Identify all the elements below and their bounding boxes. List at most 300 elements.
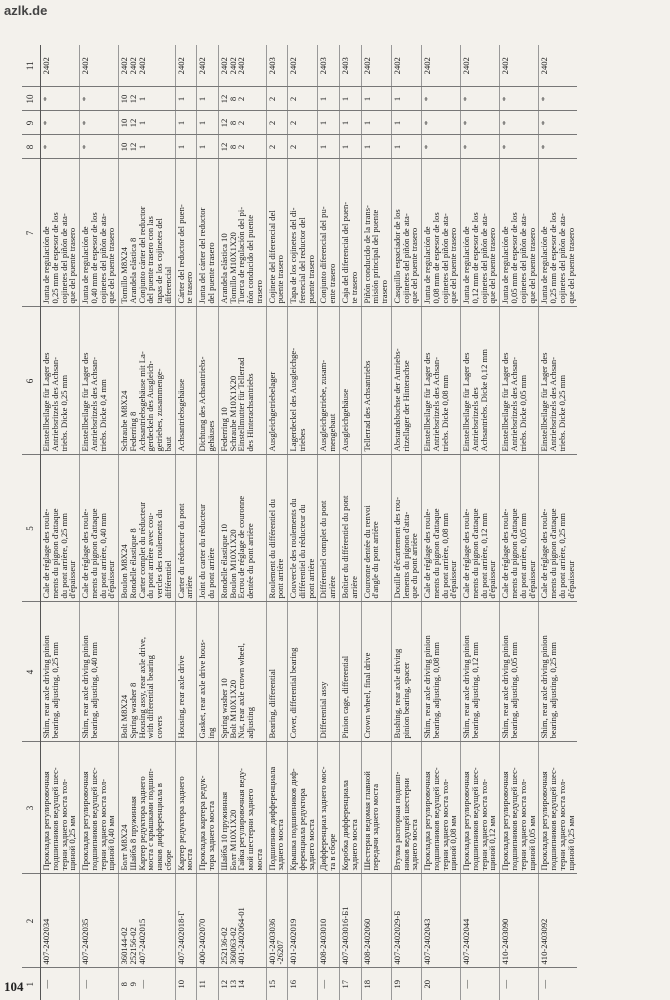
cell-text-line: заднего моста [409,819,420,871]
cell-text-line: Прокладка регулировочная [500,771,511,871]
cell-text-line: Federring 10 [218,407,229,452]
cell-text-line: 12 [218,979,229,989]
cell-text-line: que del puente trasero [487,227,498,304]
spanish-name-cell [361,159,391,307]
cell-text-line: 407-2402043 [422,918,433,965]
cell-text-line: щиной 0,08 мм [448,815,459,871]
cell-text-line: 12 [127,142,138,152]
german-name-cell [318,307,340,455]
russian-name-cell [266,742,288,874]
cell-text-line: 2402 [461,57,472,75]
group-code-cell [175,45,197,87]
col-head-10: 10 [22,87,41,111]
cell-text-line: 2402 [41,57,51,75]
cell-text-line: подшипников ведущей шес- [508,767,519,871]
table-row [500,45,539,1000]
cell-text-line: Conjunto diferencial del pu- [318,206,329,304]
cell-text-line: 14 [236,979,247,989]
cell-text-line: Piñón conducido de la trans- [361,205,372,304]
cell-text-line: терни заднего моста тол- [97,778,108,871]
cell-text-line: передачи заднего моста [370,783,381,871]
col-head-1: 1 [22,968,41,1000]
cell-text-line: triebs. Dicke 0,25 mm [58,374,69,452]
cell-text-line: — [80,979,91,989]
cell-text-line: щиной 0,25 мм [565,815,576,871]
qty-col-10-cell [80,87,119,111]
cell-text-line: Junta de regulación de [539,226,550,304]
cell-text-line: Junta del cárter del reductor [197,207,208,304]
cell-text-line: d'angle du pont arrière [370,521,381,599]
cell-text-line: 407-2402034 [41,918,51,965]
cell-text-line: cojinetes del piñón de ata- [58,213,69,304]
cell-text-line: cojinetes del piñón de ata- [517,213,528,304]
cell-text-line: 407-2402018-Г [175,910,186,965]
cell-text-line: ritzellager der Hinterachse [400,360,411,452]
cell-text-line: Tapa de los cojinetes del di- [288,207,299,304]
column-number-header [22,45,41,1000]
cell-text-line: 407-2403016-Б1 [339,906,350,965]
cell-text-line: 17 [339,979,350,989]
cell-text-line: Прокладка регулировочная [539,771,550,871]
cell-text-line: Junta de regulación de [41,226,51,304]
cell-text-line: 401-2402064-01 [236,907,247,965]
russian-name-cell [218,742,266,874]
spanish-name-cell [266,159,288,307]
cell-text-line: * [539,96,550,102]
cell-text-line: Bearing, differential [266,668,277,739]
cell-text-line: Junta de regulación de [500,226,511,304]
cell-text-line: 2402 [236,57,247,75]
position-cell [318,968,340,1000]
cell-text-line: que del puente trasero [409,227,420,304]
group-code-cell [80,45,119,87]
part-number-cell [197,874,219,968]
cell-text-line: 19 [391,979,402,989]
cell-text-line: 2 [266,120,277,126]
cell-text-line: 16 [288,979,299,989]
cell-text-line: терни заднего моста тол- [58,778,69,871]
cell-text-line: 2402 [288,57,299,75]
cell-text-line: 1 [318,144,329,150]
cell-text-line: 13 [227,979,238,989]
cell-text-line: d'épaisseur [487,560,498,599]
qty-col-10-cell [41,87,80,111]
group-code-cell [119,45,176,87]
cell-text-line: Шайба 8 пружинная [127,796,138,871]
cell-text-line: Ecrou de réglage de couronne [236,495,247,599]
cell-text-line: -26207 [275,940,286,965]
cell-text-line: Shim, rear axle driving pinion [80,635,91,739]
qty-col-10-cell [119,87,176,111]
cell-text-line: * [461,120,472,126]
english-name-cell [391,602,421,742]
russian-name-cell [175,742,197,874]
cell-text-line: Abstandsbuchse der Antriebs- [391,348,402,452]
cell-text-line: терни заднего моста тол- [556,778,567,871]
cell-text-line: Shim, rear axle driving pinion [422,635,433,739]
col-head-9: 9 [22,111,41,135]
cell-text-line: Bushing, rear axle driving [391,648,402,739]
cell-text-line: ников ведущей шестерни [400,777,411,871]
cell-text-line: du pont arrière, 0,08 mm [439,513,450,599]
cell-text-line: 0,25 mm de espesor de los [49,212,60,304]
qty-col-8-cell [119,135,176,159]
cell-text-line: ente trasero [327,263,338,304]
part-number-cell [119,874,176,968]
cell-text-line: 2 [236,144,247,150]
cell-text-line: 2402 [80,57,91,75]
cell-text-line: Болт M10X1X20 [227,809,238,871]
cell-text-line: Boulon M8X24 [119,544,130,599]
german-name-cell [391,307,421,455]
qty-col-10-cell [266,87,288,111]
qty-col-9-cell [391,111,421,135]
group-code-cell [197,45,219,87]
cell-text-line: te trasero [184,271,195,304]
qty-col-8-cell [266,135,288,159]
cell-text-line: Dichtung des Achsantriebs- [197,356,208,452]
cell-text-line: * [500,144,511,150]
french-name-cell [318,455,340,602]
cell-text-line: arrière [184,576,195,599]
cell-text-line: сборе [162,849,173,871]
part-number-cell [41,874,80,968]
position-cell [175,968,197,1000]
qty-col-9-cell [266,111,288,135]
cell-text-line: Картер редуктора заднего [175,776,186,871]
cell-text-line: 252136-02 [218,927,229,965]
part-number-cell [80,874,119,968]
cell-text-line: 401-2403036 [266,918,277,965]
qty-col-9-cell [119,111,176,135]
col-head-11: 11 [22,45,41,87]
german-name-cell [539,307,578,455]
cell-text-line: 2402 [391,57,402,75]
cell-text-line: Achsantriebsgehäuse [175,378,186,452]
cell-text-line: 10 [119,142,130,152]
cell-text-line: Joint du carter du réducteur [197,504,208,599]
qty-col-8-cell [80,135,119,159]
cell-text-line: Втулка распорная подшип- [391,771,402,871]
qty-col-9-cell [461,111,500,135]
position-cell [422,968,461,1000]
cell-text-line: та в сборе [327,833,338,871]
cell-text-line: Shim, rear axle driving pinion [461,635,472,739]
qty-col-10-cell [197,87,219,111]
cell-text-line: 2402 [227,57,238,75]
cell-text-line: ments du pignon d'attaque [508,508,519,599]
cell-text-line: * [80,144,91,150]
cell-text-line: puente trasero [275,255,286,304]
part-number-cell [461,874,500,968]
cell-text-line: * [461,96,472,102]
position-cell [361,968,391,1000]
cell-text-line: моста с крышками подшип- [145,768,156,871]
cell-text-line: 408-2403010 [318,918,329,965]
cell-text-line: 408-2402060 [361,918,372,965]
cell-text-line: Cale de réglage des roule- [80,508,91,599]
cell-text-line: 8 [227,96,238,102]
russian-name-cell [318,742,340,874]
cell-text-line: du pont arrière, 0,25 mm [58,513,69,599]
col-head-7: 7 [22,159,41,307]
qty-col-9-cell [41,111,80,135]
french-name-cell [500,455,539,602]
position-cell [119,968,176,1000]
cell-text-line: Junta de regulación de [80,226,91,304]
qty-col-9-cell [539,111,578,135]
qty-col-10-cell [461,87,500,111]
cell-text-line: Housing assy, rear axle drive, [136,636,147,739]
group-code-cell [218,45,266,87]
cell-text-line: ments du pignon d'attaque [88,508,99,599]
part-number-cell [339,874,361,968]
qty-col-9-cell [500,111,539,135]
russian-name-cell [197,742,219,874]
qty-col-10-cell [318,87,340,111]
cell-text-line: Bolt M10X1X20 [227,680,238,739]
cell-text-line: 1 [361,96,372,102]
cell-text-line: d'épaisseur [526,560,537,599]
english-name-cell [119,602,176,742]
cell-text-line: 2 [288,96,299,102]
cell-text-line: Antriebsritzels des Achsan- [548,356,559,452]
german-name-cell [218,307,266,455]
cell-text-line: baut [162,436,173,452]
cell-text-line: * [500,96,511,102]
cell-text-line: щиной 0,05 мм [526,815,537,871]
cell-text-line: 12 [127,118,138,128]
position-cell [41,968,80,1000]
cell-text-line: Antriebsritzels des Achsan- [430,356,441,452]
cell-text-line: 1 [197,144,208,150]
position-cell [391,968,421,1000]
cell-text-line: Boîtier du différentiel du pont [339,495,350,599]
cell-text-line: que del puente trasero [526,227,537,304]
col-head-4: 4 [22,602,41,742]
cell-text-line: du pont arrière [206,547,217,599]
cell-text-line: 2402 [500,57,511,75]
cell-text-line: trasero [379,280,390,304]
cell-text-line: Дифференциал заднего мос- [318,766,329,871]
cell-text-line: getriebes, zusammenge- [154,368,165,452]
qty-col-9-cell [197,111,219,135]
cell-text-line: 1 [136,96,147,102]
cell-text-line: 2403 [339,57,350,75]
cell-text-line: 2402 [422,57,433,75]
qty-col-10-cell [539,87,578,111]
english-name-cell [41,602,80,742]
cell-text-line: 2402 [361,57,372,75]
cell-text-line: 407-2402029-Б [391,910,402,965]
cell-text-line: 1 [361,144,372,150]
cell-text-line: * [539,144,550,150]
cell-text-line: Einstellbeilage für Lager des [539,352,550,452]
cell-text-line: Couvercle des roulements du [288,498,299,599]
table-row [361,45,391,1000]
group-code-cell [41,45,80,87]
cell-text-line: * [500,120,511,126]
cell-text-line: 0,40 mm de espesor de los [88,212,99,304]
cell-text-line: différentiel du réducteur du [296,504,307,599]
cell-text-line: Achsantriebs. Dicke 0,12 mm [478,349,489,452]
qty-col-8-cell [461,135,500,159]
cell-text-line: Antriebsritzels des Achsan- [508,356,519,452]
cell-text-line: Junta de regulación de [461,226,472,304]
cell-text-line: Ausgleichgetriebe, zusam- [318,359,329,452]
cell-text-line: puente trasero [305,255,316,304]
cell-text-line: Antriebsritzels des Achsan- [88,356,99,452]
russian-name-cell [80,742,119,874]
cell-text-line: 1 [136,120,147,126]
part-number-cell [288,874,318,968]
cell-text-line: подшипников ведущей шес- [548,767,559,871]
cell-text-line: 407-2402035 [80,918,91,965]
spanish-name-cell [339,159,361,307]
qty-col-8-cell [318,135,340,159]
cell-text-line: 1 [318,96,329,102]
cell-text-line: du pont arrière, 0,25 mm [556,513,567,599]
cell-text-line: 12 [218,94,229,104]
qty-col-10-cell [500,87,539,111]
cell-text-line: que del puente trasero [565,227,576,304]
group-code-cell [422,45,461,87]
french-name-cell [391,455,421,602]
cell-text-line: заднего моста [348,819,359,871]
cell-text-line: Rondelle élastique 10 [218,524,229,599]
cell-text-line: d'épaisseur [106,560,117,599]
cell-text-line: 2403 [318,57,329,75]
col-head-2: 2 [22,874,41,968]
cell-text-line: 2 [266,144,277,150]
french-name-cell [266,455,288,602]
cell-text-line: Arandela elástica 10 [218,233,229,304]
cell-text-line: triebes [296,428,307,452]
cell-text-line: triebs. Dicke 0,25 mm [556,374,567,452]
cell-text-line: trasero [253,280,264,304]
cell-text-line: 407-2402015 [136,918,147,965]
cell-text-line: 2 [288,144,299,150]
cell-text-line: 1 [391,144,402,150]
cell-text-line: cojinetes del piñón de ata- [556,213,567,304]
cell-text-line: Antriebsritzels des [469,387,480,452]
cell-text-line: * [80,96,91,102]
cell-text-line: * [80,120,91,126]
cell-text-line: Gasket, rear axle drive hous- [197,639,208,739]
cell-text-line: 10 [119,94,130,104]
cell-text-line: ments du pignon d'attaque [49,508,60,599]
cell-text-line: Прокладка картера редук- [197,775,208,871]
cell-text-line: del puente trasero con las [145,216,156,304]
cell-text-line: 401-2402019 [288,918,299,965]
qty-col-9-cell [175,111,197,135]
cell-text-line: 12 [218,142,229,152]
qty-col-9-cell [339,111,361,135]
cell-text-line: ников дифференциала в [154,783,165,871]
spanish-name-cell [119,159,176,307]
qty-col-9-cell [80,111,119,135]
cell-text-line: 252156-02 [127,927,138,965]
cell-text-line: * [41,144,51,150]
cell-text-line: 15 [266,979,277,989]
cell-text-line: 410-2403092 [539,918,550,965]
qty-col-8-cell [500,135,539,159]
group-code-cell [361,45,391,87]
cell-text-line: d'épaisseur [67,560,78,599]
position-cell [500,968,539,1000]
qty-col-9-cell [218,111,266,135]
qty-col-8-cell [288,135,318,159]
cell-text-line: моста [253,849,264,871]
french-name-cell [539,455,578,602]
cell-text-line: 11 [197,980,208,989]
position-cell [339,968,361,1000]
cell-text-line: 1 [391,120,402,126]
spanish-name-cell [175,159,197,307]
cell-text-line: Carter complet du réducteur [136,501,147,599]
cell-text-line: 1 [136,144,147,150]
position-cell [539,968,578,1000]
cell-text-line: — [539,979,550,989]
cell-text-line: 2402 [136,57,147,75]
cell-text-line: bearing, adjusting, 0,40 mm [88,642,99,739]
cell-text-line: терни заднего моста тол- [478,778,489,871]
cell-text-line: 1 [391,96,402,102]
spanish-name-cell [391,159,421,307]
cell-text-line: 1 [361,120,372,126]
part-number-cell [175,874,197,968]
russian-name-cell [288,742,318,874]
cell-text-line: * [422,96,433,102]
cell-text-line: — [136,979,147,989]
cell-text-line: 1 [339,144,350,150]
group-code-cell [339,45,361,87]
russian-name-cell [422,742,461,874]
cell-text-line: Schraube M8X24 [119,390,130,452]
site-watermark: azlk.de [4,3,48,18]
cell-text-line: заднего моста [275,819,286,871]
cell-text-line: gerdeckeln des Ausgleich- [145,360,156,452]
cell-text-line: des Hinterachsantriebs [245,373,256,452]
qty-col-10-cell [288,87,318,111]
position-cell [288,968,318,1000]
cell-text-line: Einstellbeilage für Lager des [461,352,472,452]
cell-text-line: que du pont arrière [409,533,420,599]
group-code-cell [391,45,421,87]
table-row [119,45,176,1000]
cell-text-line: Коробка дифференциала [339,780,350,871]
table-row [422,45,461,1000]
col-head-6: 6 [22,307,41,455]
cell-text-line: cojinetes del piñón de ata- [400,213,411,304]
spanish-name-cell [197,159,219,307]
cell-text-line: 1 [175,120,186,126]
cell-text-line: подшипников ведущей шес- [88,767,99,871]
cell-text-line: Tellerrad des Achsantriebs [361,360,372,452]
cell-text-line: * [422,144,433,150]
english-name-cell [175,602,197,742]
cell-text-line: терни заднего моста тол- [517,778,528,871]
cell-text-line: Tuerca de regulación del pi- [236,206,247,304]
cell-text-line: Болт M8X24 [119,824,130,871]
french-name-cell [361,455,391,602]
table-row [339,45,361,1000]
cell-text-line: моста [184,849,195,871]
qty-col-8-cell [539,135,578,159]
cell-text-line: Conjunto cárter del reductor [136,206,147,304]
col-head-3: 3 [22,742,41,874]
cell-text-line: 1 [197,96,208,102]
